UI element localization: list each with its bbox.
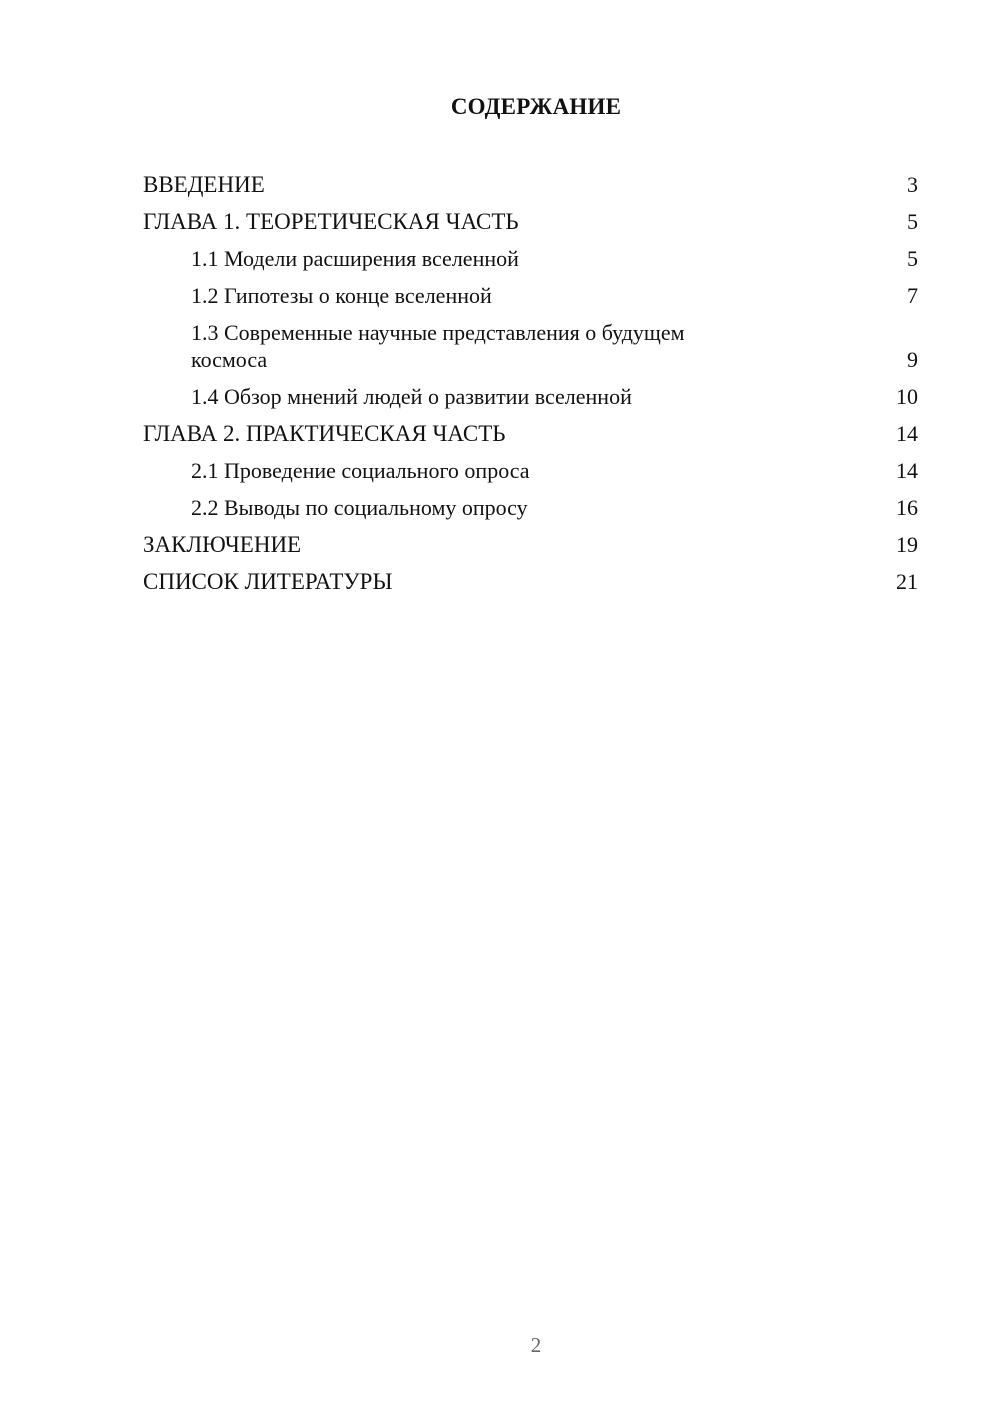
- toc-entry-section-1-2[interactable]: [143, 277, 918, 314]
- toc-entry-label: СПИСОК ЛИТЕРАТУРЫ: [143, 569, 393, 594]
- page-title: СОДЕРЖАНИЕ: [450, 94, 622, 119]
- toc-entry-page: 16: [896, 495, 918, 520]
- toc-entry-label: ВВЕДЕНИЕ: [143, 172, 265, 197]
- toc-entry-label: ГЛАВА 1. ТЕОРЕТИЧЕСКАЯ ЧАСТЬ: [143, 209, 519, 234]
- toc-entry-page: 21: [896, 569, 918, 594]
- toc-entry-page: 19: [896, 532, 918, 557]
- toc-entry-label: ЗАКЛЮЧЕНИЕ: [143, 532, 302, 557]
- table-of-contents: [143, 166, 918, 600]
- toc-entry-page: 5: [907, 209, 918, 234]
- toc-entry-conclusion[interactable]: [143, 526, 918, 563]
- toc-entry-label: 1.2 Гипотезы о конце вселенной: [191, 283, 492, 308]
- toc-entry-chapter-2[interactable]: [143, 415, 918, 452]
- toc-entry-section-2-1[interactable]: [143, 452, 918, 489]
- toc-entry-section-1-3[interactable]: [143, 314, 918, 378]
- toc-entry-chapter-1[interactable]: [143, 203, 918, 240]
- toc-entry-section-1-1[interactable]: [143, 240, 918, 277]
- toc-entry-label: 2.2 Выводы по социальному опросу: [191, 495, 528, 520]
- toc-entry-references[interactable]: [143, 563, 918, 600]
- toc-entry-section-2-2[interactable]: [143, 489, 918, 526]
- toc-entry-label: 1.4 Обзор мнений людей о развитии вселенной: [191, 384, 632, 409]
- toc-entry-introduction[interactable]: [143, 166, 918, 203]
- toc-entry-page: 10: [896, 384, 918, 409]
- toc-entry-label: 2.1 Проведение социального опроса: [191, 458, 530, 483]
- toc-entry-page: 3: [907, 172, 918, 197]
- toc-entry-page: 14: [896, 458, 918, 483]
- toc-entry-page: 5: [907, 246, 918, 271]
- toc-entry-page: 7: [907, 283, 918, 308]
- page-number: 2: [530, 1333, 542, 1357]
- toc-entry-label: 1.1 Модели расширения вселенной: [191, 246, 519, 271]
- toc-entry-label: ГЛАВА 2. ПРАКТИЧЕСКАЯ ЧАСТЬ: [143, 421, 506, 446]
- toc-entry-page: 9: [907, 347, 918, 372]
- toc-entry-label: 1.3 Современные научные представления о будущем космоса: [191, 320, 685, 372]
- toc-entry-section-1-4[interactable]: [143, 378, 918, 415]
- toc-entry-page: 14: [896, 421, 918, 446]
